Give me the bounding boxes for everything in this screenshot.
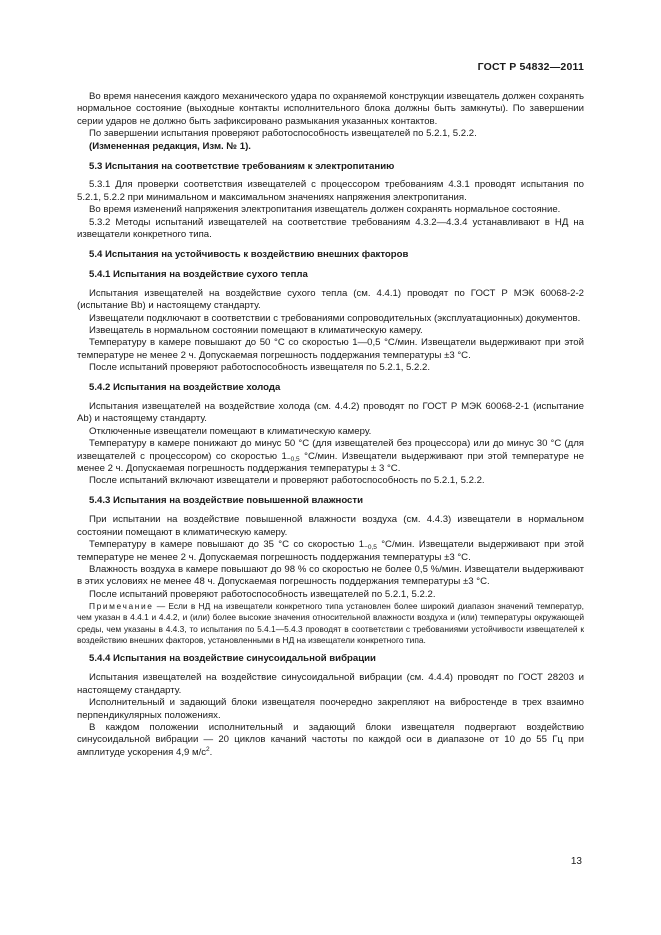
text-run: Температуру в камере понижают до минус 50 °С (для извещателей без процессора) или до минус 30 °С (для извещателей с процессором) со скоростью 1 xyxy=(77,438,584,462)
paragraph: После испытаний проверяют работоспособность извещателя по 5.2.1, 5.2.2. xyxy=(89,362,431,374)
amendment-note: (Измененная редакция, Изм. № 1). xyxy=(89,140,251,152)
paragraph: После испытаний проверяют работоспособность извещателей по 5.2.1, 5.2.2. xyxy=(89,588,436,600)
paragraph: При испытании на воздействие повышенной влажности воздуха (см. 4.4.3) извещатели в нормальном состоянии помещают в климатическую камеру. xyxy=(77,514,584,538)
paragraph xyxy=(77,539,584,564)
note-label: Примечание xyxy=(89,601,154,612)
paragraph: Во время нанесения каждого механического удара по охраняемой конструкции извещатель должен сохранять нормальное состояние (выходные контакты исполнительного блока должны быть замкнуты). По завершении серии ударов не должно быть зафиксировано размыкания указанных контактов. xyxy=(77,91,584,127)
section-heading-5-4: 5.4 Испытания на устойчивость к воздействию внешних факторов xyxy=(89,248,409,260)
paragraph: Исполнительный и задающий блоки извещателя поочередно закрепляют на вибростенде в трех взаимно перпендикулярных положениях. xyxy=(77,697,584,721)
document-body xyxy=(77,91,584,759)
text-run: Температуру в камере повышают до 35 °С со скоростью 1 xyxy=(89,539,365,551)
section-heading-5-4-2: 5.4.2 Испытания на воздействие холода xyxy=(89,382,281,394)
page-number: 13 xyxy=(570,856,582,867)
paragraph: Испытания извещателей на воздействие сухого тепла (см. 4.4.1) проводят по ГОСТ Р МЭК 60068-2-2 (испытание Bb) и настоящему стандарту. xyxy=(77,287,584,312)
paragraph: После испытаний включают извещатели и проверяют работоспособность по 5.2.1, 5.2.2. xyxy=(89,475,485,487)
text-run: В каждом положении исполнительный и задающий блоки извещателя подвергают воздействию синусоидальной вибрации — 20 циклов качаний частоты по каждой оси в диапазоне от 10 до 55 Гц при амплитуде ускорения 4,9 м/с xyxy=(77,721,584,758)
section-heading-5-4-4: 5.4.4 Испытания на воздействие синусоидальной вибрации xyxy=(89,653,376,665)
paragraph: Температуру в камере повышают до 50 °С со скоростью 1—0,5 °С/мин. Извещатели выдерживают при этой температуре не менее 2 ч. Допускаемая погрешность поддержания температуры ±3 °С. xyxy=(77,337,584,361)
section-heading-5-3: 5.3 Испытания на соответствие требованиям к электропитанию xyxy=(89,160,395,172)
section-heading-5-4-1: 5.4.1 Испытания на воздействие сухого тепла xyxy=(89,268,308,280)
subscript: −0,5 xyxy=(364,544,377,552)
text-run: °С/мин. Извещатели выдерживают при этой температуре не менее 2 ч. Допускаемая погрешность поддержания температуры ±3 °С. xyxy=(77,539,584,563)
paragraph: Извещатели подключают в соответствии с требованиями сопроводительных (эксплуатационных) документов. xyxy=(89,312,581,324)
note-paragraph xyxy=(77,601,584,646)
subscript: −0,5 xyxy=(286,455,300,463)
paragraph: Во время изменений напряжения электропитания извещатель должен сохранять нормальное состояние. xyxy=(89,204,561,216)
paragraph: По завершении испытания проверяют работоспособность извещателей по 5.2.1, 5.2.2. xyxy=(89,128,477,140)
paragraph xyxy=(77,438,584,475)
paragraph: Испытания извещателей на воздействие синусоидальной вибрации (см. 4.4.4) проводят по ГОСТ 28203 и настоящему стандарту. xyxy=(77,672,584,696)
text-run: . xyxy=(209,746,213,758)
document-header: ГОСТ Р 54832—2011 xyxy=(477,61,584,73)
superscript: 2 xyxy=(206,745,210,753)
text-run: °С/мин. Извещатели выдерживают при этой температуре не менее 2 ч. Допускаемая погрешность поддержания температуры ± 3 °С. xyxy=(77,450,584,475)
paragraph xyxy=(77,722,584,759)
paragraph: Испытания извещателей на воздействие холода (см. 4.4.2) проводят по ГОСТ Р МЭК 60068-2-1 (испытание Ab) и настоящему стандарту. xyxy=(77,401,584,425)
paragraph: 5.3.1 Для проверки соответствия извещателей с процессором требованиям 4.3.1 проводят испытания по 5.2.1, 5.2.2 при минимальном и максимальном значениях напряжения электропитания. xyxy=(77,179,584,203)
note-text: — Если в НД на извещатели конкретного типа установлен более широкий диапазон значений температур, чем указан в 4.4.1 и 4.4.2, и (или) более высокие значения относительной влажности воздуха и (или) температуры окружающей среды, чем указаны в 4.4.3, то испытания по 5.4.1—5.4.3 проводят в соответствии с требованиями устойчивости извещателей к воздействию внешних факторов, установленными в НД на извещатели конкретного типа. xyxy=(77,601,584,645)
paragraph: Отключенные извещатели помещают в климатическую камеру. xyxy=(89,425,372,437)
section-heading-5-4-3: 5.4.3 Испытания на воздействие повышенной влажности xyxy=(89,495,363,507)
paragraph: 5.3.2 Методы испытаний извещателей на соответствие требованиям 4.3.2—4.3.4 устанавливают в НД на извещатели конкретного типа. xyxy=(77,216,584,241)
paragraph: Извещатель в нормальном состоянии помещают в климатическую камеру. xyxy=(89,325,423,336)
paragraph: Влажность воздуха в камере повышают до 98 % со скоростью не более 0,5 %/мин. Извещатели выдерживают в этих условиях не менее 48 ч. Допускаемая погрешность поддержания температуры ±3 °С. xyxy=(77,563,584,588)
